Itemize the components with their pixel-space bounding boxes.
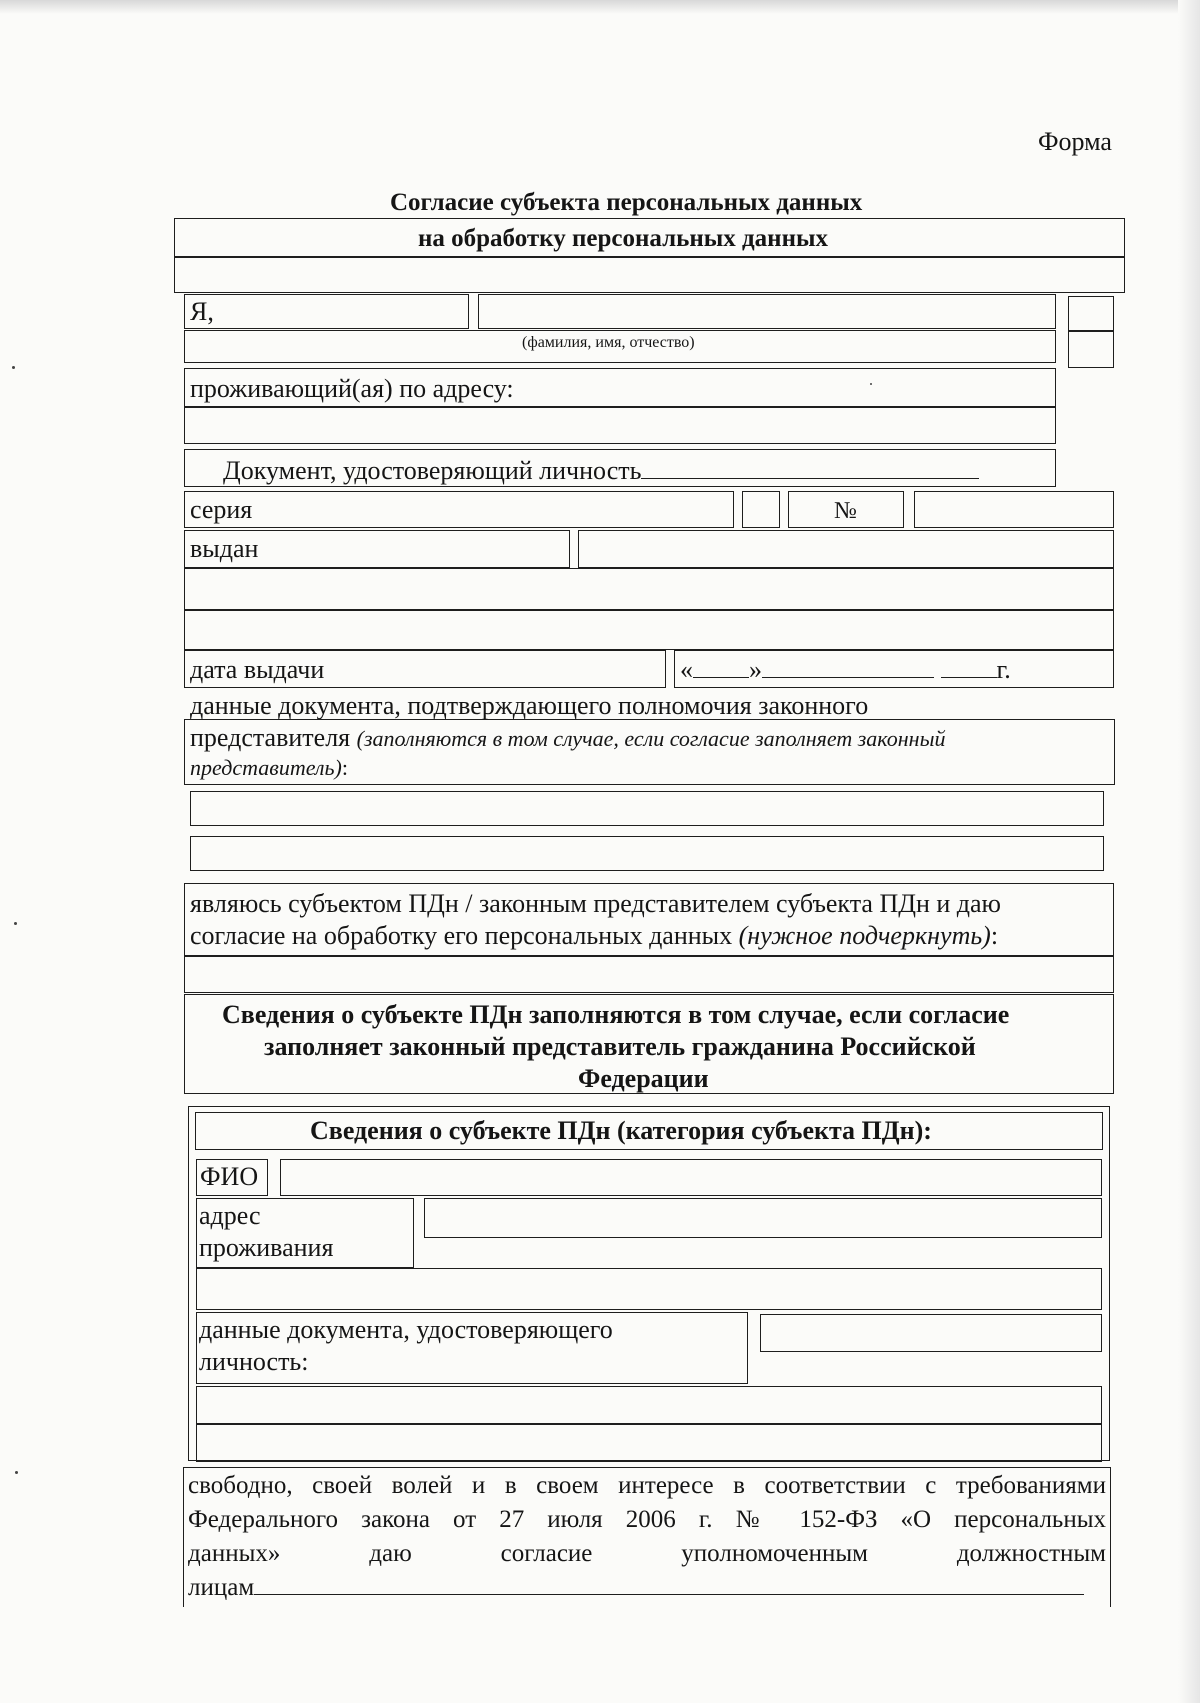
scan-top-edge bbox=[0, 0, 1200, 14]
subject-address-label-2: проживания bbox=[199, 1233, 334, 1262]
issued-label: выдан bbox=[190, 534, 259, 563]
issued-extra-row-1[interactable] bbox=[184, 568, 1114, 610]
side-box-2[interactable] bbox=[1068, 331, 1114, 368]
subject-info-header: Сведения о субъекте ПДн (категория субъекта ПДн): bbox=[310, 1116, 932, 1145]
representative-field-2[interactable] bbox=[190, 836, 1104, 871]
fio-field[interactable] bbox=[478, 294, 1056, 329]
issue-date-label: дата выдачи bbox=[190, 655, 325, 684]
series-label-cell bbox=[184, 491, 734, 528]
number-label: № bbox=[834, 498, 857, 524]
representative-line-1: данные документа, подтверждающего полномочия законного bbox=[190, 691, 869, 720]
address-field[interactable] bbox=[184, 407, 1056, 444]
scan-speck bbox=[870, 383, 872, 385]
address-label: проживающий(ая) по адресу: bbox=[190, 374, 514, 403]
consent-line-3: данных» даю согласие уполномоченным должностным bbox=[188, 1540, 1106, 1567]
ya-label: Я, bbox=[190, 297, 214, 326]
scan-speck bbox=[15, 1471, 18, 1474]
scan-speck bbox=[14, 922, 17, 925]
subject-address-extra-row[interactable] bbox=[196, 1268, 1102, 1310]
consent-line-4: лицам bbox=[188, 1572, 1084, 1603]
scan-speck bbox=[12, 366, 15, 369]
subject-fio-field[interactable] bbox=[280, 1159, 1102, 1196]
representative-field-1[interactable] bbox=[190, 791, 1104, 826]
ya-label-cell bbox=[184, 294, 469, 329]
fio-caption: (фамилия, имя, отчество) bbox=[522, 334, 695, 351]
subject-address-field[interactable] bbox=[424, 1198, 1102, 1238]
series-field[interactable] bbox=[742, 491, 780, 528]
representative-line-2: представителя (заполняются в том случае, если согласие заполняет законный bbox=[190, 723, 946, 752]
subject-doc-label-2: личность: bbox=[199, 1347, 309, 1376]
subject-statement-line-2: согласие на обработку его персональных данных (нужное подчеркнуть): bbox=[190, 921, 999, 950]
notice-line-3: Федерации bbox=[578, 1064, 709, 1093]
side-box-1[interactable] bbox=[1068, 296, 1114, 331]
subject-doc-extra-row-2[interactable] bbox=[196, 1424, 1102, 1462]
scan-right-edge bbox=[1178, 0, 1200, 1703]
subject-doc-field[interactable] bbox=[760, 1314, 1102, 1352]
issue-date-template: « » г. bbox=[680, 655, 1011, 684]
notice-line-1: Сведения о субъекте ПДн заполняются в том случае, если согласие bbox=[222, 1000, 1010, 1029]
consent-line-2: Федерального закона от 27 июля 2006 г. № 152-ФЗ «О персональных bbox=[188, 1506, 1106, 1533]
number-field[interactable] bbox=[914, 491, 1114, 528]
form-label: Форма bbox=[1038, 127, 1112, 156]
subject-doc-extra-row-1[interactable] bbox=[196, 1386, 1102, 1424]
subject-address-label-1: адрес bbox=[199, 1201, 261, 1230]
series-label: серия bbox=[190, 495, 253, 524]
consent-line-1: свободно, своей волей и в своем интересе в соответствии с требованиями bbox=[188, 1472, 1106, 1499]
notice-line-2: заполняет законный представитель гражданина Российской bbox=[264, 1032, 976, 1061]
title-line-2: на обработку персональных данных bbox=[418, 225, 828, 252]
fio-label: ФИО bbox=[200, 1162, 259, 1191]
title-blank-row[interactable] bbox=[174, 256, 1125, 293]
subject-statement-line-1: являюсь субъектом ПДн / законным представителем субъекта ПДн и даю bbox=[190, 889, 1001, 918]
representative-line-3: представитель): bbox=[190, 755, 348, 780]
subject-statement-field[interactable] bbox=[184, 956, 1114, 993]
issued-extra-row-2[interactable] bbox=[184, 610, 1114, 650]
id-doc-title: Документ, удостоверяющий личность bbox=[223, 454, 979, 486]
issued-field[interactable] bbox=[578, 530, 1114, 568]
subject-doc-label-1: данные документа, удостоверяющего bbox=[199, 1315, 613, 1344]
title-line-1: Согласие субъекта персональных данных bbox=[390, 189, 863, 216]
